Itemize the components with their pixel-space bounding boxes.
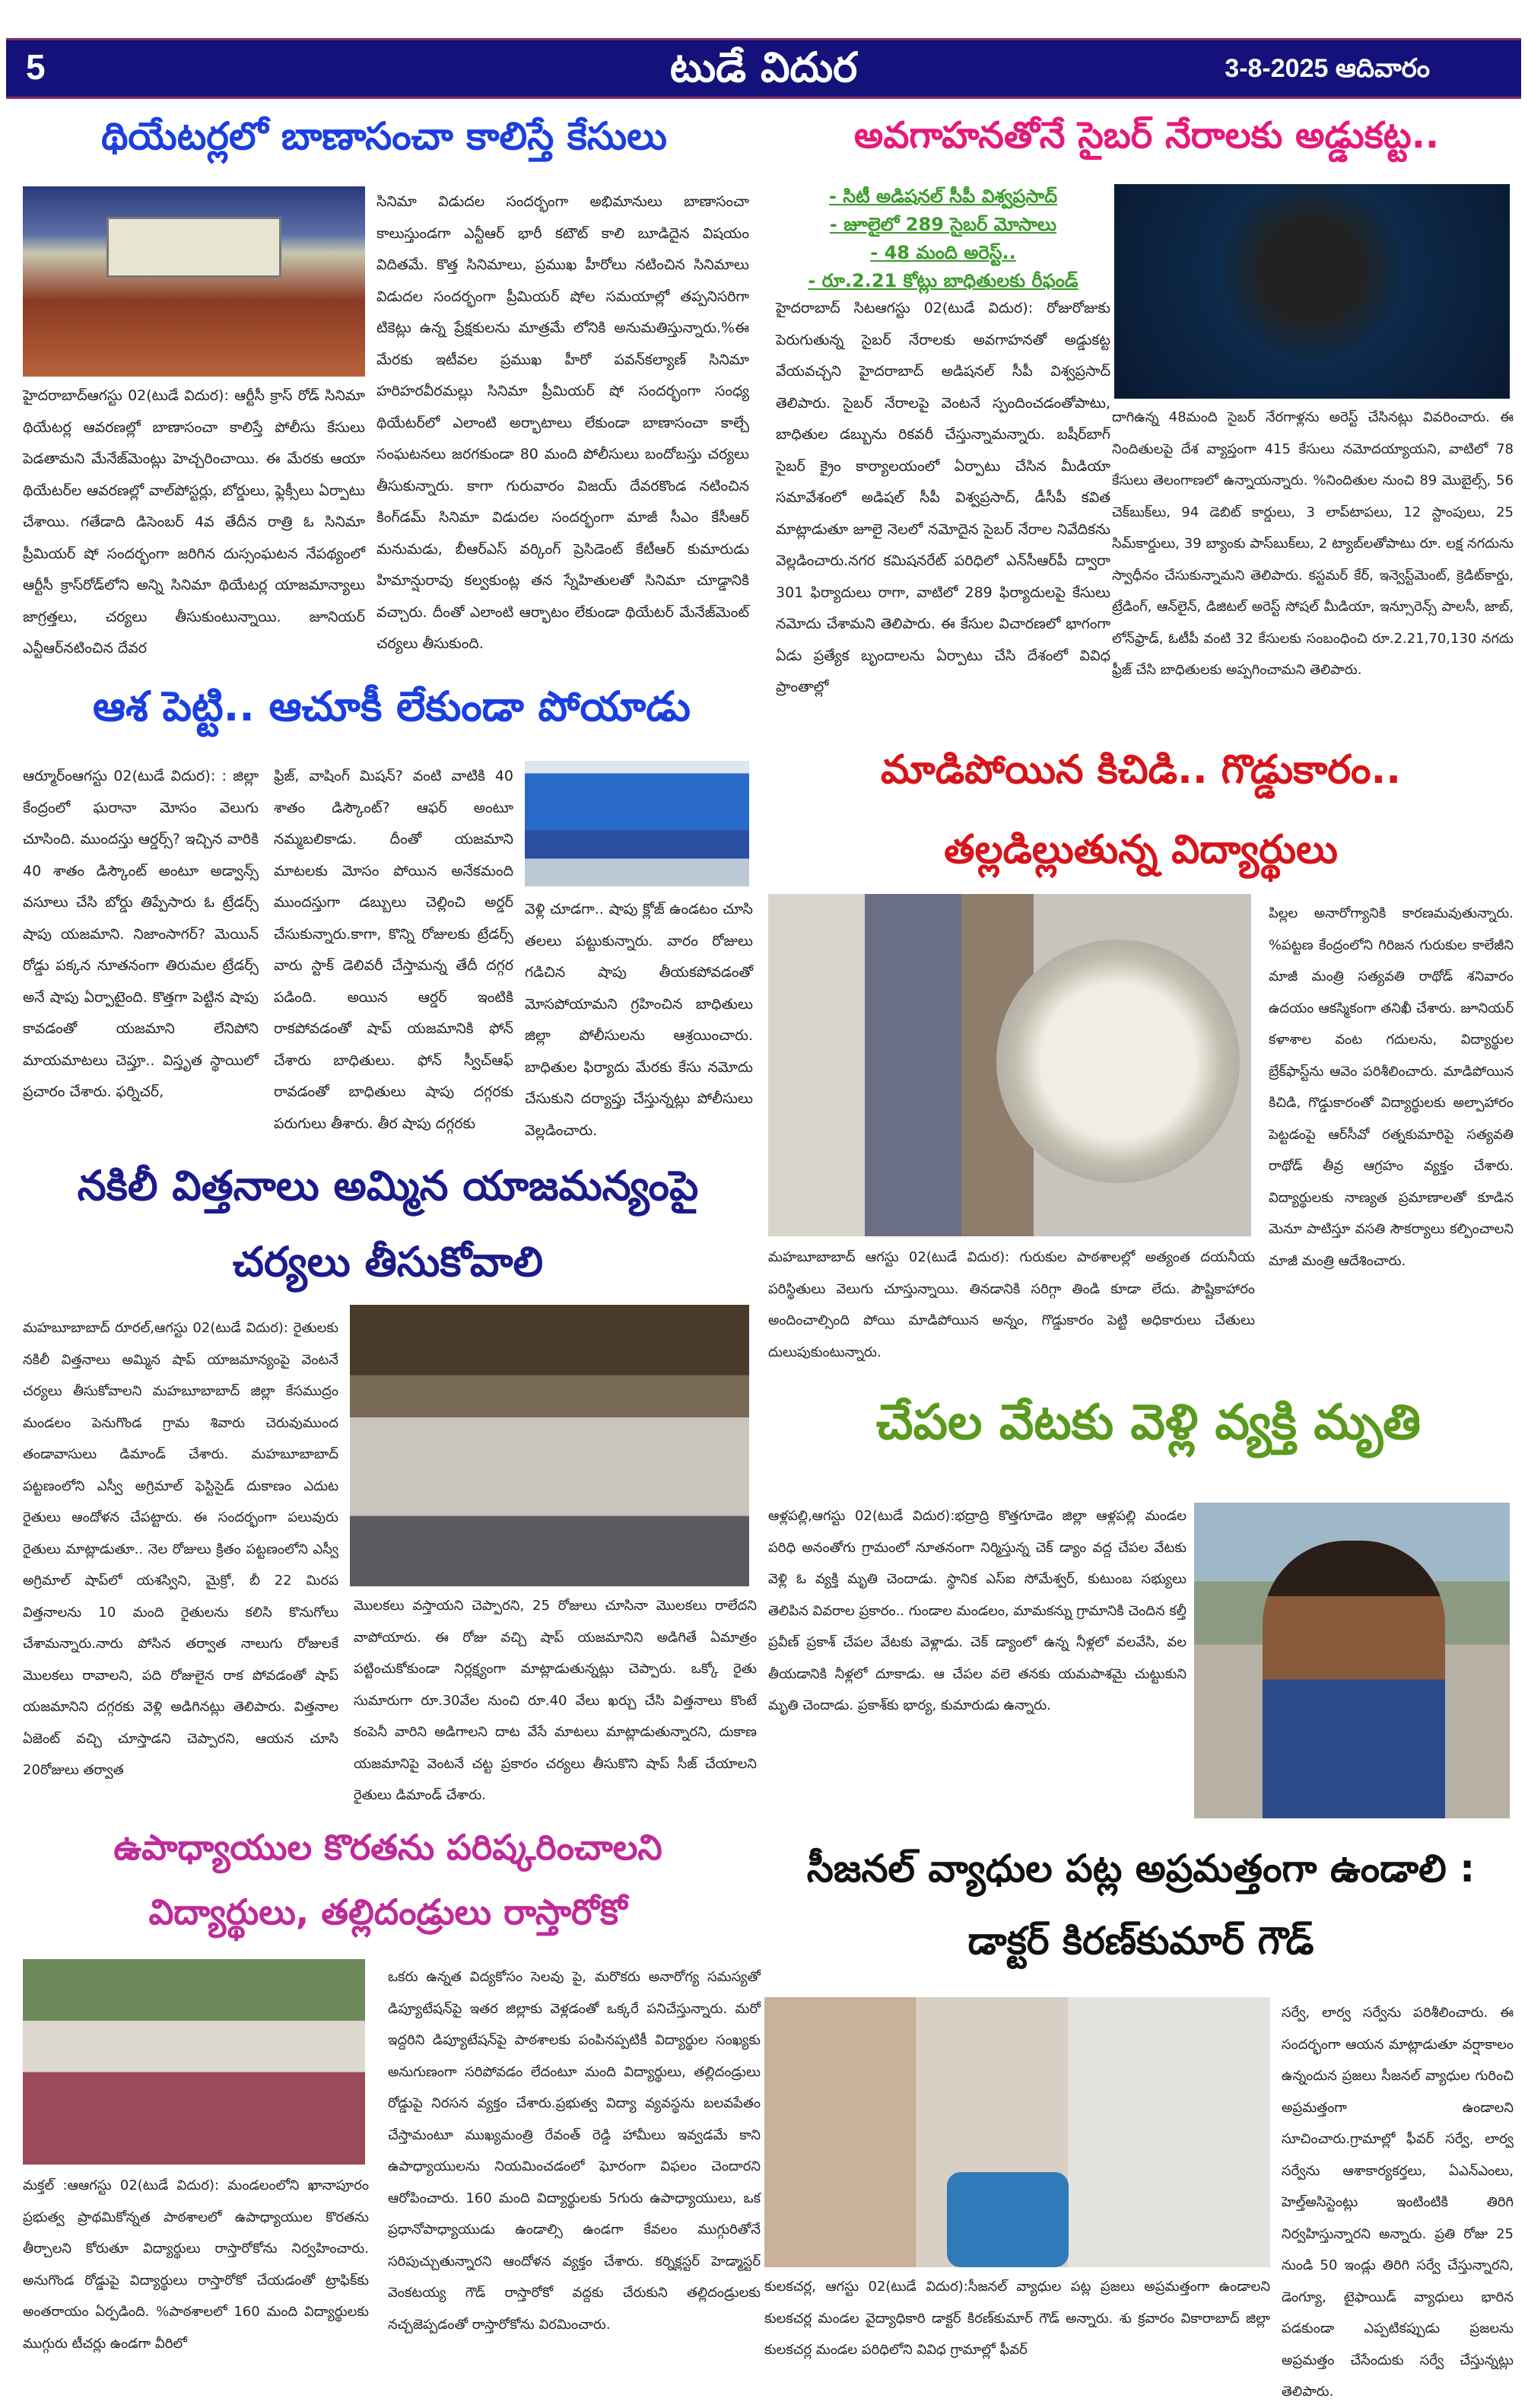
article-body: దాగిఉన్న 48మంది సైబర్ నేరగాళ్లను అరెస్ట్ చేసినట్లు వివరించారు. ఈ నిందితులపై దేశ వ్యాప్తంగా 415 కేసులు నమోదయ్యాయని, వాటిలో 78 కేసులు తెలంగాణలో ఉన్నాయన్నారు. %నిందితుల నుంచి 89 మొబైల్స్, 56 చెక్‌బుక్‌లు, 94 డెబిట్ కార్డులు, 3 లాప్‌టాపలు, 12 స్టాంపులు, 25 సిమ్‌కార్డులు, 39 బ్యాంకు పాస్‌బుక్‌లు, 2 ట్యాబ్‌లతోపాటు రూ. లక్ష నగదును స్వాధీనం చేసుకున్నామని తెలిపారు. కస్టమర్ కేర్, ఇన్వెస్ట్‌మెంట్, క్రెడిట్‌కార్డు, ట్రేడింగ్, ఆన్‌లైన్, డిజిటల్ అరెస్ట్ సోషల్ మీడియా, ఇన్సూరెన్స్ పాలసీ, జాబ్, లోన్‌ఫ్రాడ్, ఓటీపీ వంటి 32 కేసులకు సంబంధించి రూ.2.21,70,130 నగదు ఫ్రీజ్ చేసి బాధితులకు అప్పగించామని తెలిపారు. bbox=[1112, 409, 1514, 678]
article-body: ఆర్మూర్ంఆగస్టు 02(టుడే విదుర): : జిల్లా కేంద్రంలో ఘరానా మోసం వెలుగు చూసింది. ముందస్తు ఆర్డర్స్? ఇచ్చిన వారికి 40 శాతం డిస్కౌంట్ అంటూ అడ్వాన్స్ వసూలు చేసి బోర్డు తిప్పేసారు ఓ ట్రేడర్స్ షాపు యజమాని. నిజాంసాగర్? మెయిన్ రోడ్డు పక్కన నూతనంగా తిరుమల ట్రేడర్స్ అనే షాపు ఏర్పాటైంది. కొత్తగా పెట్టిన షాపు కావడంతో యజమాని లేనిపోని మాయమాటలు చెప్తూ.. విస్తృత స్థాయిలో ప్రచారం చేశారు. ఫర్నిచర్, bbox=[23, 768, 259, 1100]
headline-seeds-line1: నకిలీ విత్తనాలు అమ్మిన యాజమన్యంపై bbox=[77, 1162, 699, 1210]
subheads bbox=[776, 183, 1110, 295]
headline-seasonal-line1: సీజనల్ వ్యాధుల పట్ల అప్రమత్తంగా ఉండాలి : bbox=[806, 1847, 1476, 1891]
hacker-photo bbox=[1114, 184, 1510, 399]
headline-kichidi-line1: మాడిపోయిన కిచిడి.. గొడ్డుకారం.. bbox=[881, 747, 1401, 793]
subhead: - రూ.2.21 కోట్లు బాధితులకు రీఫండ్ bbox=[808, 270, 1078, 291]
article-body: హైదరాబాద్ సిటఆగస్టు 02(టుడే విదుర): రోజురోజుకు పెరుగుతున్న సైబర్ నేరాలకు అవగాహనతో అడ్డుకట్ట వేయవచ్చని హైదరాబాద్ అడిషనల్ సీపీ విశ్వప్రసాద్ తెలిపారు. సైబర్ నేరాలపై వెంటనే స్పందించడంతోపాటు, బాధితుల డబ్బును రికవరీ చేస్తున్నామన్నారు. బషీర్‌బాగ్ సైబర్ క్రైం కార్యాలయంలో ఏర్పాటు చేసిన మీడియా సమావేశంలో అడిషల్ సీపీ విశ్వప్రసాద్, డీసీపీ కవిత మాట్లాడుతూ జూలై నెలలో నమోదైన సైబర్ నేరాల నివేదికను వెల్లడించారు.నగర కమిషనరేట్ పరిధిలో ఎన్‌సీఆర్‌పీ ద్వారా 301 ఫిర్యాదులు రాగా, వాటిలో 289 ఫిర్యాదులపై కేసులు నమోదు చేశామని తెలిపారు. ఈ కేసుల విచారణలో భాగంగా ఏడు ప్రత్యేక బృందాలను ఏర్పాటు చేసి దేశంలో వివిధ ప్రాంతాల్లో bbox=[776, 300, 1110, 695]
article-body: వెళ్లి చూడగా.. షాపు క్లోజ్ ఉండటం చూసి తలలు పట్టుకున్నారు. వారం రోజులు గడిచిన షాపు తీయకపోవడంతో మోసపోయామని గ్రహించిన బాధితులు జిల్లా పోలీసులను ఆశ్రయించారు. బాధితుల ఫిర్యాదు మేరకు కేసు నమోదు చేసుకుని దర్యాప్తు చేస్తున్నట్లు పోలీసులు వెల్లడించారు. bbox=[525, 901, 753, 1139]
article-body: పిల్లల అనారోగ్యానికి కారణమవుతున్నారు. %పట్టణ కేంద్రంలోని గిరిజన గురుకుల కాలేజీని మాజీ మంత్రి సత్యవతి రాథోడ్ శనివారం ఉదయం ఆకస్మికంగా తనిఖీ చేశారు. జూనియర్ కళాశాల వంట గదులను, విద్యార్థుల బ్రేక్‌ఫాస్ట్‌ను ఆవెం పరిశీలించారు. మాడిపోయిన కిచిడి, గొడ్డుకారంతో విద్యార్థులకు అల్పాహారం పెట్టడంపై ఆర్‌సీవో రత్నకుమారిపై సత్యవతి రాథోడ్ తీవ్ర ఆగ్రహం వ్యక్తం చేశారు. విద్యార్థులకు నాణ్యత ప్రమాణాలతో కూడిన మెనూ పాటిస్తూ వసతి సౌకర్యాలు కల్పించాలని మాజీ మంత్రి ఆదేశించారు. bbox=[1269, 905, 1514, 1269]
newspaper-title: టుడే విదుర bbox=[669, 43, 858, 91]
article-body: హైదరాబాద్‌ఆగస్టు 02(టుడే విదుర): ఆర్టీసీ క్రాస్ రోడ్ సినిమా థియేటర్ల ఆవరణల్లో బాణాసంచా కాలిస్తే పోలీసు కేసులు పెడతామని మేనేజ్‌మెంట్లు హెచ్చరించాయి. ఈ మేరకు ఆయా థియేటర్‌ల ఆవరణల్లో వాల్‌పోస్టర్లు, బోర్డులు, ఫ్లెక్సీలు ఏర్పాటు చేశాయి. గతేడాది డిసెంబర్ 4వ తేదీన రాత్రి ఓ సినిమా ప్రీమియర్ షో సందర్భంగా జరిగిన దుస్సంఘటన నేపథ్యంలో ఆర్టీసీ క్రాస్‌రోడ్‌లోని అన్ని సినిమా థియేటర్ల యాజమాన్యాలు జాగ్రత్తలు, చర్యలు తీసుకుంటున్నాయి. జూనియర్ ఎన్టీఆర్‌నటించిన దేవర bbox=[23, 387, 365, 657]
food-plate-photo bbox=[768, 894, 1251, 1236]
headline-seeds-line2: చర్యలు తీసుకోవాలి bbox=[232, 1238, 544, 1286]
article-body: సర్వే, లార్వ సర్వేను పరిశీలించారు. ఈ సందర్భంగా ఆయన మాట్లాడుతూ వర్షాకాలం ఉన్నందున ప్రజలు సీజనల్ వ్యాధుల గురించి అప్రమత్తంగా ఉండాలని సూచించారు.గ్రామాల్లో ఫీవర్ సర్వే, లార్వ సర్వేను ఆశాకార్యకర్తలు, ఏఎన్ఎంలు, హెల్త్‌అసిస్టెంట్లు ఇంటింటికి తిరిగి నిర్వహిస్తున్నారని అన్నారు. ప్రతి రోజు 25 నుండి 50 ఇండ్లు తిరిగి సర్వే చేస్తున్నారని, డెంగ్యూ, టైఫాయిడ్ వ్యాధులు భారిన పడకుండా ఎప్పటికప్పుడు ప్రజలను అప్రమత్తం చేసేందుకు సర్వే చేస్తున్నట్లు తెలిపారు. bbox=[1282, 2005, 1514, 2400]
page-number: 5 bbox=[26, 47, 46, 87]
shop-photo bbox=[525, 761, 749, 886]
theatre-photo bbox=[23, 186, 365, 377]
issue-date: 3-8-2025 ఆదివారం bbox=[1225, 54, 1430, 83]
article-body: మొలకలు వస్తాయని చెప్పారని, 25 రోజులు చూసినా మొలకలు రాలేదని వాపోయారు. ఈ రోజు వచ్చి షాప్ యజమానిని అడిగితే ఏమాత్రం పట్టించుకోకుండా నిర్లక్ష్యంగా మాట్లాడుతున్నట్లు చెప్పారు. ఒక్కో రైతు సుమారుగా రూ.30వేల నుంచి రూ.40 వేలు ఖర్చు చేసి విత్తనాలు కొంటే కంపెనీ వారిని అడిగాలని దాట వేసే మాటలు మాట్లాడుతున్నారని, దుకాణ యజమానిపై వెంటనే చట్ట ప్రకారం చర్యలు తీసుకొని షాప్ సీజ్ చేయాలని రైతులు డిమాండ్ చేశారు. bbox=[354, 1598, 757, 1803]
subhead: - 48 మంది అరెస్ట్.. bbox=[870, 242, 1016, 263]
article-body: మహబూబాబాద్ రూరల్,ఆగస్టు 02(టుడే విదుర): రైతులకు నకిలీ విత్తనాలు అమ్మిన షాప్ యాజమాన్యంపై వెంటనే చర్యలు తీసుకోవాలని మహబూబాబాద్ జిల్లా కేసముద్రం మండలం పెనుగొండ గ్రామ శివారు చెరువుముంద తండావాసులు డిమాండ్ చేశారు. మహబూబాబాద్ పట్టణంలోని ఎస్వీ అగ్రిమాల్ ఫెస్టిసైడ్ దుకాణం ఎదుట రైతులు ఆందోళన చేపట్టారు. ఈ సందర్భంగా పలువురు రైతులు మాట్లాడుతూ.. నెల రోజులు క్రితం పట్టణంలోని ఎస్వీ అగ్రిమాల్ షాప్‌లో యశస్విని, మైక్రో, బీ 22 మిరప విత్తనాలను 10 మంది రైతులను కలిసి కొనుగోలు చేశామన్నారు.నారు పోసిన తర్వాత నాలుగు రోజులకే మొలకలు రావాలని, పది రోజులైన రాక పోవడంతో షాప్ యజమానిని దగ్గరకు వెళ్లి అడిగినట్లు తెలిపారు. విత్తనాల ఏజెంట్ వచ్చి చూస్తాడని చెప్పారని, ఆయన చూసి 20రోజులు తర్వాత bbox=[23, 1320, 338, 1778]
headline-fishing: చేపల వేటకు వెళ్లి వ్యక్తి మృతి bbox=[875, 1395, 1422, 1451]
headline-cyber: అవగాహనతోనే సైబర్ నేరాలకు అడ్డుకట్ట.. bbox=[853, 114, 1440, 157]
deceased-person-photo bbox=[1194, 1503, 1510, 1818]
headline-theatres: థియేటర్లలో బాణాసంచా కాలిస్తే కేసులు bbox=[101, 114, 667, 158]
article-body: మహబూబాబాద్ ఆగస్టు 02(టుడే విదుర): గురుకుల పాఠశాలల్లో అత్యంత దయనీయ పరిస్థితులు వెలుగు చూస్తున్నాయి. తినడానికి సరిగ్గా తిండి కూడా లేదు. పౌష్టికాహారం అందించాల్సింది పోయి మాడిపోయిన అన్నం, గొడ్డుకారం పెట్టి అధికారులు చేతులు దులుపుకుంటున్నారు. bbox=[768, 1249, 1255, 1360]
health-survey-photo bbox=[764, 1997, 1270, 2267]
subhead: - సిటీ అడిషనల్ సీపీ విశ్వప్రసాద్ bbox=[828, 186, 1058, 207]
students-protest-photo bbox=[23, 1959, 365, 2165]
masthead bbox=[6, 38, 1521, 99]
article-body: మక్తల్ :ఆఆగస్టు 02(టుడే విదుర): మండలంలోని ఖానాపూరం ప్రభుత్వ ప్రాథమికోన్నత పాఠశాలలో ఉపాధ్యాయుల కొరతను తీర్చాలని కోరుతూ విద్యార్థులు రాస్తారోకోను నిర్వహించారు. అనుగొండ రోడ్డుపై విద్యార్థులు రాస్తారోకో చేయడంతో ట్రాఫిక్‌కు అంతరాయం ఏర్పడింది. %పాఠశాలలో 160 మంది విద్యార్థులకు ముగ్గురు టీచర్లు ఉండగా వీరిలో bbox=[23, 2177, 369, 2352]
headline-seasonal-line2: డాక్టర్ కిరణ్‌కుమార్ గౌడ్ bbox=[967, 1919, 1314, 1963]
headline-fraud-shop: ఆశ పెట్టి.. ఆచూకీ లేకుండా పోయాడు bbox=[93, 682, 691, 730]
headline-teachers-line1: ఉపాధ్యాయుల కొరతను పరిష్కరించాలని bbox=[113, 1827, 662, 1868]
headline-kichidi-line2: తల్లడిల్లుతున్న విద్యార్థులు bbox=[944, 827, 1338, 873]
article-body: ఆళ్లపల్లి,ఆగస్టు 02(టుడే విదుర):భద్రాద్రి కొత్తగూడెం జిల్లా ఆళ్లపల్లి మండల పరిధి అనంతోగు గ్రామంలో నూతనంగా నిర్మిస్తున్న చెక్ డ్యాం వద్ద చేపల వేటకు వెళ్లి ఓ వ్యక్తి మృతి చెందాడు. స్థానిక ఎస్ఐ సోమేశ్వర్, కుటుంబ సభ్యులు తెలిపిన వివరాల ప్రకారం.. గుండాల మండలం, మామకన్ను గ్రామానికి చెందిన కల్తీ ప్రవీణ్ ప్రకాశ్ చేపల వేటకు వెళ్లాడు. చెక్ డ్యాంలో ఉన్న నీళ్లలో వలవేసి, వల తీయడానికి నీళ్లలో దూకాడు. ఆ చేపల వలె తనకు యమపాశమై చుట్టుకుని మృతి చెందాడు. ప్రకాశ్‌కు భార్య, కుమారుడు ఉన్నారు. bbox=[768, 1508, 1187, 1713]
article-body: ఫ్రిజ్, వాషింగ్ మిషన్? వంటి వాటికి 40 శాతం డిస్కౌంట్? ఆఫర్ అంటూ నమ్మబలికాడు. దీంతో యజమాని మాటలకు మోసం పోయిన అనేకమంది ముందస్తుగా డబ్బులు చెల్లించి అర్డర్ చేసుకున్నారు.కాగా, కొన్ని రోజులకు ట్రేడర్స్ వారు స్టాక్ డెలివరీ చేస్తామన్న తేదీ దగ్గర పడింది. అయిన ఆర్డర్ ఇంటికి రాకపోవడంతో షాప్ యజమానికి ఫోన్ చేశారు బాధితులు. ఫోన్ స్వీచ్ఆఫ్ రావడంతో బాధితులు షాపు దగ్గరకు పరుగులు తీశారు. తీర షాపు దగ్గరకు bbox=[274, 768, 513, 1132]
article-body: కులకచర్ల, ఆగస్టు 02(టుడే విదుర):సీజనల్ వ్యాధుల పట్ల ప్రజలు అప్రమత్తంగా ఉండాలని కులకచర్ల మండల వైద్యాధికారి డాక్టర్ కిరణ్‌కుమార్ గౌడ్ అన్నారు. శు క్రవారం వికారాబాద్ జిల్లా కులకచర్ల మండల పరిధిలోని వివిధ గ్రామాల్లో ఫీవర్ bbox=[764, 2279, 1270, 2358]
headline-teachers-line2: విద్యార్థులు, తల్లిదండ్రులు రాస్తారోకో bbox=[148, 1891, 627, 1932]
subhead: - జూలైలో 289 సైబర్ మోసాలు bbox=[829, 214, 1057, 235]
article-body: ఒకరు ఉన్నత విద్యకోసం సెలవు పై, మరొకరు అనారోగ్య సమస్యతో డిప్యూటేషన్‌పై ఇతర జిల్లాకు వెళ్లడంతో ఒక్కరే పనిచేస్తున్నారు. మరో ఇద్దరిని డిప్యూటేషన్‌పై పాఠశాలకు పంపినప్పటికీ విద్యార్థుల సంఖ్యకు అనుగుణంగా సరిపోవడం లేదంటూ మంది విద్యార్థులు, తల్లిదండ్రులు రోడ్డుపై నిరసన వ్యక్తం చేశారు.ప్రభుత్వ విద్యా వ్యవస్థను బలవపేతం చేస్తామంటూ ముఖ్యమంత్రి రేవంత్ రెడ్డి హామీలు ఇవ్వడమే కాని ఉపాధ్యాయులను నియమించడంలో ఘోరంగా విఫలం చెందారని ఆరోపించారు. 160 మంది విద్యార్థులకు 5గురు ఉపాధ్యాయులు, ఒక ప్రధానోపాధ్యాయుడు ఉండాల్సి ఉండగా కేవలం ముగ్గురితోనే సరిపుచ్చుతున్నారని ఆందోళన వ్యక్తం చేశారు. కర్నిక్లస్టర్ హెడ్మాస్టర్ వెంకటయ్య గౌడ్ రాస్తారోకో వద్దకు చేరుకుని తల్లిదండ్రులకు నచ్చజెప్పడంతో రాస్తారోకోను విరమించారు. bbox=[388, 1969, 761, 2333]
article-body: సినిమా విడుదల సందర్భంగా అభిమానులు బాణాసంచా కాలుస్తుండగా ఎన్టీఆర్ భారీ కటౌట్ కాలి బూడిదైన విషయం విదితమే. కొత్త సినిమాలు, ప్రముఖ హీరోలు నటించిన సినిమాలు విడుదల సందర్భంగా ప్రీమియర్ షోల సమయాల్లో తప్పనిసరిగా టికెట్లు ఉన్న ప్రేక్షకులను మాత్రమే లోనికి అనుమతిస్తున్నారు.%ఈ మేరకు ఇటీవల ప్రముఖ హీరో పవన్‌కల్యాణ్ సినిమా హరిహరవీరమల్లు సినిమా ప్రీమియర్ షో సందర్భంగా సంధ్య థియేటర్‌లో ఎలాంటి అర్భాటాలు లేకుండా బాణాసంచా కాల్చే సంఘటనలు జరగకుండా 80 మంది పోలీసులు బందోబస్తు చర్యలు తీసుకున్నారు. కాగా గురువారం విజయ్ దేవరకొండ నటించిన కింగ్‌డమ్ సినిమా విడుదల సందర్భంగా మాజీ సీఎం కేసీఆర్ మనుమడు, బీఆర్ఎస్ వర్కింగ్ ప్రెసిడెంట్ కేటీఆర్ కుమారుడు హిమాన్షురావు కల్వకుంట్ల తన స్నేహితులతో సినిమా చూడ్డానికి వచ్చారు. దీంతో ఎలాంటి ఆర్భాటం లేకుండా థియేటర్ మేనేజ్‌మెంట్ చర్యలు తీసుకుంది. bbox=[376, 193, 749, 652]
farmers-protest-photo bbox=[350, 1305, 749, 1586]
